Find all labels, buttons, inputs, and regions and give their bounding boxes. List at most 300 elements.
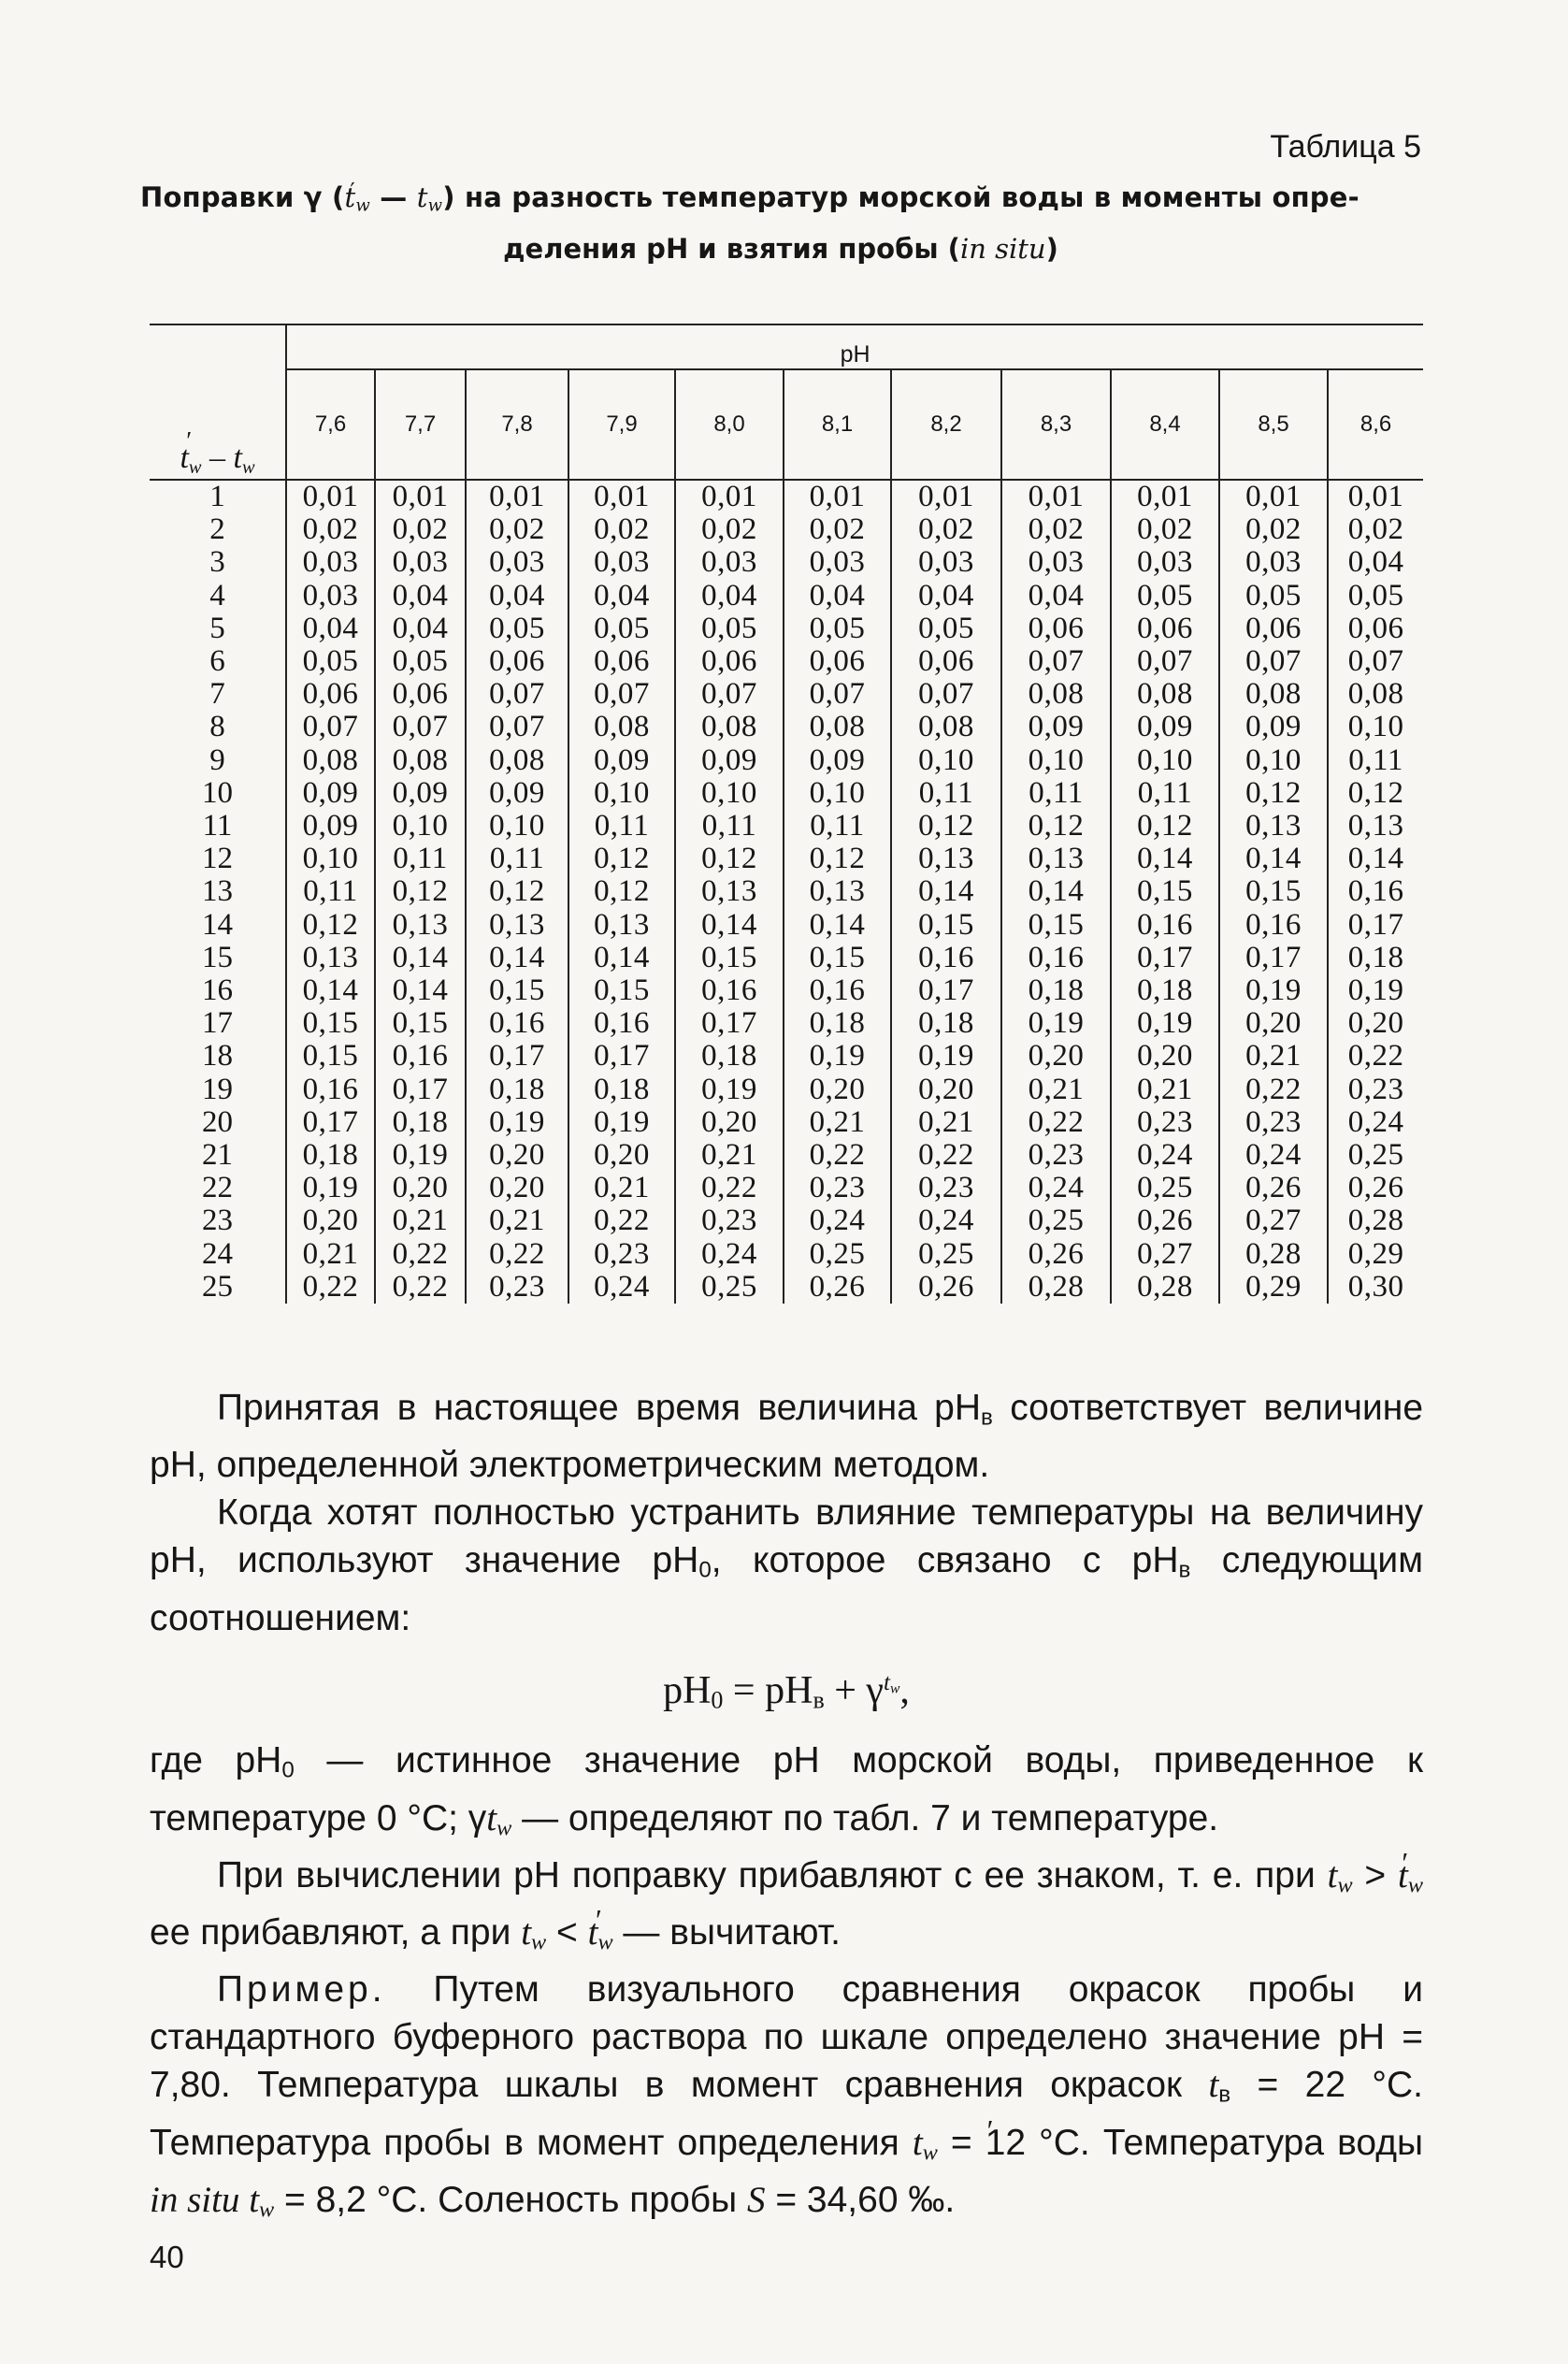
table-cell: 0,02 xyxy=(1347,512,1404,547)
table-cell: 0,16 xyxy=(1137,907,1193,942)
table-cell: 0,27 xyxy=(1245,1204,1302,1238)
table-cell: 0,01 xyxy=(489,480,545,513)
table-cell: 0,25 xyxy=(1137,1171,1193,1205)
sub: w xyxy=(259,2197,275,2223)
table-cell: 0,25 xyxy=(1028,1204,1085,1238)
table-cell: 0,10 xyxy=(392,809,449,843)
caption-text: деления pH и взятия пробы ( xyxy=(503,233,960,266)
var: t xyxy=(912,2122,923,2163)
formula-part: + γ xyxy=(824,1668,884,1712)
table-cell: 0,11 xyxy=(918,775,974,810)
table-cell: 0,18 xyxy=(1347,940,1404,974)
table-cell: 0,08 xyxy=(809,710,866,744)
table-cell: 0,11 xyxy=(303,874,358,909)
table-cell: 0,09 xyxy=(1137,710,1193,744)
table-cell: 0,05 xyxy=(594,611,650,645)
paragraph-4 xyxy=(150,1852,1423,1967)
table-cell: 0,16 xyxy=(392,1039,449,1074)
table-cell: 0,03 xyxy=(489,545,545,580)
caption-line-1 xyxy=(140,176,1421,227)
table-cell: 0,24 xyxy=(701,1236,757,1271)
var: S xyxy=(746,2180,766,2221)
table-cell: 0,02 xyxy=(809,512,866,547)
var: t xyxy=(1327,1854,1338,1896)
table-cell: 0,10 xyxy=(1347,710,1404,744)
text: = 22 °C. Температура пробы в момент определения xyxy=(150,2065,1423,2163)
body-text xyxy=(150,1384,1423,2233)
table-cell: 0,03 xyxy=(1028,545,1085,580)
paragraph-1 xyxy=(150,1384,1423,1489)
table-cell: 0,03 xyxy=(1245,545,1302,580)
table-cell: 0,05 xyxy=(701,611,757,645)
table-cell: 0,02 xyxy=(392,512,449,547)
var: t xyxy=(1208,2065,1219,2106)
table-cell: 0,23 xyxy=(809,1171,866,1205)
sub: в xyxy=(981,1405,993,1431)
table-cell: 0,21 xyxy=(302,1236,359,1271)
table-cell: 0,02 xyxy=(918,512,974,547)
table-cell: 0,04 xyxy=(302,611,359,645)
table-cell: 0,10 xyxy=(809,775,866,810)
table-cell: 0,20 xyxy=(1028,1039,1085,1074)
table-cell: 0,21 xyxy=(392,1204,449,1238)
table-cell: 0,18 xyxy=(809,1006,866,1041)
table-cell: 0,01 xyxy=(1245,480,1302,513)
row-label: 1 xyxy=(209,480,225,513)
table-cell: 0,25 xyxy=(809,1236,866,1271)
row-labels xyxy=(150,480,286,1304)
table-cell: 0,07 xyxy=(392,710,449,744)
table-cell: 0,19 xyxy=(701,1072,757,1106)
table-cell: 0,16 xyxy=(1028,940,1085,974)
table-cell: 0,15 xyxy=(392,1006,449,1041)
table-cell: 0,14 xyxy=(1137,842,1193,876)
row-label: 18 xyxy=(202,1039,233,1074)
table-cell: 0,21 xyxy=(809,1104,866,1139)
table-cell: 0,18 xyxy=(701,1039,757,1074)
caption-t-prime: t xyxy=(344,181,356,213)
table-cell: 0,18 xyxy=(392,1104,449,1139)
row-label: 11 xyxy=(202,809,233,843)
ph-column-header: 8,6 xyxy=(1328,369,1423,480)
example-label: Пример. xyxy=(217,1969,386,2011)
table-cell: 0,06 xyxy=(302,677,359,712)
table-cell: 0,28 xyxy=(1137,1269,1193,1304)
table-cell: 0,03 xyxy=(302,545,359,580)
table-cell: 0,05 xyxy=(1137,578,1193,613)
table-cell: 0,10 xyxy=(594,775,650,810)
caption-sub: w xyxy=(355,195,370,216)
table-cell: 0,21 xyxy=(594,1171,650,1205)
table-cell: 0,01 xyxy=(701,480,757,513)
table-cell: 0,19 xyxy=(809,1039,866,1074)
var: t xyxy=(1398,1854,1408,1896)
row-label: 14 xyxy=(202,907,233,942)
table-caption xyxy=(140,176,1421,271)
caption-line-2 xyxy=(140,227,1421,271)
table-cell: 0,30 xyxy=(1347,1269,1404,1304)
table-cell: 0,02 xyxy=(1028,512,1085,547)
table-cell: 0,07 xyxy=(1137,644,1193,679)
table-cell: 0,26 xyxy=(1347,1171,1404,1205)
table-cell: 0,06 xyxy=(1137,611,1193,645)
table-cell: 0,03 xyxy=(701,545,757,580)
table-cell: 0,15 xyxy=(489,973,545,1008)
ph-column-header: 8,4 xyxy=(1111,369,1219,480)
table-cell: 0,20 xyxy=(918,1072,974,1106)
table-cell: 0,24 xyxy=(1347,1104,1404,1139)
table-cell: 0,06 xyxy=(392,677,449,712)
formula-part: = pH xyxy=(723,1668,813,1712)
table-cell: 0,21 xyxy=(918,1104,974,1139)
table-cell: 0,09 xyxy=(594,742,650,777)
table-cell: 0,28 xyxy=(1347,1204,1404,1238)
table-cell: 0,05 xyxy=(809,611,866,645)
table-cell: 0,16 xyxy=(594,1006,650,1041)
table-cell: 0,08 xyxy=(918,710,974,744)
table-cell: 0,14 xyxy=(1245,842,1302,876)
table-cell: 0,07 xyxy=(1347,644,1404,679)
value-column xyxy=(375,480,466,1304)
ph-column-header: 8,2 xyxy=(891,369,1001,480)
table-cell: 0,14 xyxy=(701,907,757,942)
table-cell: 0,09 xyxy=(701,742,757,777)
sub: 0 xyxy=(281,1757,295,1783)
table-cell: 0,23 xyxy=(1347,1072,1404,1106)
row-label: 20 xyxy=(202,1104,233,1139)
ph-column-header: 7,9 xyxy=(568,369,675,480)
table-cell: 0,03 xyxy=(918,545,974,580)
table-cell: 0,15 xyxy=(701,940,757,974)
table-cell: 0,01 xyxy=(1347,480,1404,513)
table-cell: 0,17 xyxy=(701,1006,757,1041)
in-situ: in situ xyxy=(150,2180,240,2221)
table-cell: 0,29 xyxy=(1245,1269,1302,1304)
sub: w xyxy=(496,1814,512,1840)
table-cell: 0,12 xyxy=(302,907,359,942)
text: , которое связано с pH xyxy=(711,1540,1179,1581)
table-cell: 0,02 xyxy=(1137,512,1193,547)
row-label: 2 xyxy=(209,512,225,547)
table-cell: 0,12 xyxy=(594,842,650,876)
table-cell: 0,12 xyxy=(1137,809,1193,843)
table-cell: 0,03 xyxy=(302,578,359,613)
table-cell: 0,14 xyxy=(809,907,866,942)
row-label: 8 xyxy=(209,710,225,744)
value-column xyxy=(286,480,375,1304)
sub: w xyxy=(1407,1872,1423,1898)
row-label: 13 xyxy=(202,874,233,909)
table-cell: 0,07 xyxy=(701,677,757,712)
ph-column-header: 8,1 xyxy=(784,369,891,480)
value-column xyxy=(1328,480,1423,1304)
table-cell: 0,20 xyxy=(1245,1006,1302,1041)
table-cell: 0,15 xyxy=(302,1039,359,1074)
table-cell: 0,09 xyxy=(809,742,866,777)
table-cell: 0,04 xyxy=(392,578,449,613)
text: > xyxy=(1352,1854,1399,1896)
table-cell: 0,15 xyxy=(809,940,866,974)
caption-in-situ: in situ xyxy=(959,233,1046,266)
caption-var-t xyxy=(416,181,443,216)
sub: в xyxy=(1178,1557,1191,1583)
table-cell: 0,11 xyxy=(393,842,448,876)
table-cell: 0,19 xyxy=(392,1138,449,1173)
table-cell: 0,03 xyxy=(392,545,449,580)
sub: w xyxy=(922,2140,938,2166)
sub: w xyxy=(597,1929,613,1955)
header-row-ph xyxy=(150,369,1423,480)
table-cell: 0,05 xyxy=(1245,578,1302,613)
table-cell: 0,05 xyxy=(918,611,974,645)
table-cell: 0,26 xyxy=(1245,1171,1302,1205)
table-cell: 0,21 xyxy=(1245,1039,1302,1074)
table-cell: 0,02 xyxy=(1245,512,1302,547)
table-cell: 0,25 xyxy=(701,1269,757,1304)
table-cell: 0,09 xyxy=(392,775,449,810)
table-cell: 0,03 xyxy=(809,545,866,580)
formula-sup-w: w xyxy=(890,1680,900,1697)
table-cell: 0,21 xyxy=(701,1138,757,1173)
table-cell: 0,08 xyxy=(1347,677,1404,712)
table-cell: 0,04 xyxy=(392,611,449,645)
paragraph-3 xyxy=(150,1737,1423,1852)
ph-column-header: 7,6 xyxy=(286,369,375,480)
table-cell: 0,17 xyxy=(489,1039,545,1074)
table-cell: 0,03 xyxy=(1137,545,1193,580)
table-cell: 0,10 xyxy=(302,842,359,876)
table-cell: 0,22 xyxy=(918,1138,974,1173)
table-cell: 0,19 xyxy=(1028,1006,1085,1041)
row-label: 7 xyxy=(209,677,225,712)
table-cell: 0,01 xyxy=(1137,480,1193,513)
table-cell: 0,10 xyxy=(1245,742,1302,777)
table-cell: 0,21 xyxy=(1028,1072,1085,1106)
table-cell: 0,05 xyxy=(302,644,359,679)
table-cell: 0,16 xyxy=(918,940,974,974)
table-cell: 0,19 xyxy=(1137,1006,1193,1041)
value-column xyxy=(1111,480,1219,1304)
table-cell: 0,14 xyxy=(594,940,650,974)
table-cell: 0,14 xyxy=(918,874,974,909)
table-cell: 0,04 xyxy=(1347,545,1404,580)
table-cell: 0,18 xyxy=(918,1006,974,1041)
table-cell: 0,07 xyxy=(1245,644,1302,679)
table-cell: 0,03 xyxy=(594,545,650,580)
table-cell: 0,23 xyxy=(1028,1138,1085,1173)
table-cell: 0,06 xyxy=(809,644,866,679)
table-cell: 0,23 xyxy=(594,1236,650,1271)
table-cell: 0,13 xyxy=(1245,809,1302,843)
table-cell: 0,14 xyxy=(302,973,359,1008)
table-cell: 0,19 xyxy=(302,1171,359,1205)
table-cell: 0,26 xyxy=(809,1269,866,1304)
table-cell: 0,27 xyxy=(1137,1236,1193,1271)
text: При вычислении pH поправку прибавляют с ее знаком, т. е. при xyxy=(217,1854,1328,1896)
table-cell: 0,08 xyxy=(1137,677,1193,712)
table-cell: 0,28 xyxy=(1245,1236,1302,1271)
table-cell: 0,10 xyxy=(918,742,974,777)
table-cell: 0,17 xyxy=(594,1039,650,1074)
table-cell: 0,12 xyxy=(701,842,757,876)
caption-sub: w xyxy=(427,195,443,216)
table-cell: 0,09 xyxy=(1028,710,1085,744)
table-cell: 0,08 xyxy=(1245,677,1302,712)
table-cell: 0,11 xyxy=(594,809,650,843)
table-label: Таблица 5 xyxy=(1270,129,1421,165)
table-cell: 0,20 xyxy=(392,1171,449,1205)
table-cell: 0,08 xyxy=(392,742,449,777)
table-cell: 0,24 xyxy=(918,1204,974,1238)
table-cell: 0,20 xyxy=(489,1138,545,1173)
value-column xyxy=(675,480,784,1304)
table-cell: 0,21 xyxy=(489,1204,545,1238)
table-cell: 0,22 xyxy=(392,1236,449,1271)
table-cell: 0,08 xyxy=(594,710,650,744)
table-cell: 0,01 xyxy=(302,480,359,513)
table-cell: 0,12 xyxy=(809,842,866,876)
table-cell: 0,04 xyxy=(809,578,866,613)
table-cell: 0,04 xyxy=(918,578,974,613)
sub: в xyxy=(1218,2082,1231,2108)
header-row-group xyxy=(150,324,1423,369)
caption-text: Поправки γ ( xyxy=(140,181,345,213)
table-cell: 0,07 xyxy=(918,677,974,712)
table-cell: 0,06 xyxy=(489,644,545,679)
caption-minus: — xyxy=(369,181,417,213)
table-cell: 0,14 xyxy=(1347,842,1404,876)
text: — вычитают. xyxy=(612,1912,842,1953)
table-cell: 0,04 xyxy=(594,578,650,613)
text: — истинное значение pH морской воды, приведенное к температуре 0 °C; γ xyxy=(150,1740,1424,1838)
table-cell: 0,15 xyxy=(1245,874,1302,909)
row-label: 12 xyxy=(202,842,233,876)
table-cell: 0,19 xyxy=(489,1104,545,1139)
table-cell: 0,07 xyxy=(809,677,866,712)
table-cell: 0,14 xyxy=(489,940,545,974)
page-number: 40 xyxy=(150,2240,184,2274)
row-label: 10 xyxy=(202,775,233,810)
table-cell: 0,28 xyxy=(1028,1269,1085,1304)
table-cell: 0,13 xyxy=(594,907,650,942)
table-cell: 0,15 xyxy=(918,907,974,942)
table-cell: 0,09 xyxy=(302,775,359,810)
table-cell: 0,21 xyxy=(1137,1072,1193,1106)
table-cell: 0,20 xyxy=(1137,1039,1193,1074)
value-column xyxy=(891,480,1001,1304)
table-cell: 0,06 xyxy=(594,644,650,679)
ph-column-header: 8,5 xyxy=(1219,369,1328,480)
table-cell: 0,16 xyxy=(302,1072,359,1106)
table-cell: 0,15 xyxy=(302,1006,359,1041)
table-cell: 0,01 xyxy=(392,480,449,513)
value-column xyxy=(784,480,891,1304)
caption-text: ) на разность температур морской воды в моменты опре- xyxy=(442,181,1359,213)
table-cell: 0,12 xyxy=(489,874,545,909)
table-cell: 0,12 xyxy=(1028,809,1085,843)
text: — определяют по табл. 7 и температуре. xyxy=(511,1797,1219,1838)
table-cell: 0,23 xyxy=(1137,1104,1193,1139)
formula-part: , xyxy=(899,1668,910,1712)
table-cell: 0,14 xyxy=(1028,874,1085,909)
caption-text: ) xyxy=(1045,233,1058,266)
table-cell: 0,05 xyxy=(1347,578,1404,613)
formula-sub: в xyxy=(813,1686,825,1714)
table-cell: 0,19 xyxy=(918,1039,974,1074)
caption-t: t xyxy=(416,181,428,213)
caption-var-t-prime xyxy=(344,181,370,216)
table-cell: 0,18 xyxy=(489,1072,545,1106)
table-cell: 0,24 xyxy=(1028,1171,1085,1205)
table-cell: 0,23 xyxy=(701,1204,757,1238)
table-cell: 0,13 xyxy=(1347,809,1404,843)
table-cell: 0,07 xyxy=(489,677,545,712)
table-cell: 0,10 xyxy=(1028,742,1085,777)
sub: w xyxy=(531,1929,547,1955)
formula-sup xyxy=(884,1670,899,1695)
table-cell: 0,09 xyxy=(489,775,545,810)
table-cell: 0,22 xyxy=(1028,1104,1085,1139)
table-cell: 0,25 xyxy=(1347,1138,1404,1173)
table-cell: 0,24 xyxy=(594,1269,650,1304)
table-cell: 0,22 xyxy=(701,1171,757,1205)
table-cell: 0,08 xyxy=(489,742,545,777)
table-cell: 0,17 xyxy=(1137,940,1193,974)
table-cell: 0,20 xyxy=(701,1104,757,1139)
table-cell: 0,14 xyxy=(392,940,449,974)
row-label: 24 xyxy=(202,1236,233,1271)
text: Когда хотят полностью устранить влияние температуры на величину pH, используют значение pH xyxy=(150,1492,1423,1581)
var: t xyxy=(239,2180,260,2221)
table-cell: 0,11 xyxy=(810,809,865,843)
text: следующим соотношением: xyxy=(150,1540,1424,1638)
value-column xyxy=(1219,480,1328,1304)
row-label: 22 xyxy=(202,1171,233,1205)
formula-sup-t: t xyxy=(884,1669,890,1695)
table-cell: 0,05 xyxy=(392,644,449,679)
table-cell: 0,23 xyxy=(1245,1104,1302,1139)
table-cell: 0,04 xyxy=(489,578,545,613)
var-prime xyxy=(1328,1855,1353,1896)
table-cell: 0,11 xyxy=(701,809,757,843)
table-cell: 0,08 xyxy=(701,710,757,744)
row-label: 19 xyxy=(202,1072,233,1106)
table-cell: 0,11 xyxy=(1029,775,1084,810)
table-cell: 0,10 xyxy=(701,775,757,810)
text: < xyxy=(546,1912,588,1953)
table-cell: 0,01 xyxy=(918,480,974,513)
table-cell: 0,08 xyxy=(302,742,359,777)
table-cell: 0,02 xyxy=(302,512,359,547)
table-cell: 0,22 xyxy=(594,1204,650,1238)
table-cell: 0,13 xyxy=(809,874,866,909)
table-cell: 0,18 xyxy=(1137,973,1193,1008)
paragraph-2 xyxy=(150,1489,1423,1641)
stub-header: ′ tw – tw xyxy=(150,324,286,480)
table-cell: 0,05 xyxy=(489,611,545,645)
table-cell: 0,13 xyxy=(701,874,757,909)
table-cell: 0,08 xyxy=(1028,677,1085,712)
table-cell: 0,01 xyxy=(594,480,650,513)
table-cell: 0,24 xyxy=(809,1204,866,1238)
table-cell: 0,17 xyxy=(1347,907,1404,942)
table-cell: 0,22 xyxy=(302,1269,359,1304)
ph-column-header: 7,7 xyxy=(375,369,466,480)
sub: 0 xyxy=(698,1557,712,1583)
table-cell: 0,20 xyxy=(594,1138,650,1173)
table-cell: 0,24 xyxy=(1137,1138,1193,1173)
table-cell: 0,26 xyxy=(1028,1236,1085,1271)
